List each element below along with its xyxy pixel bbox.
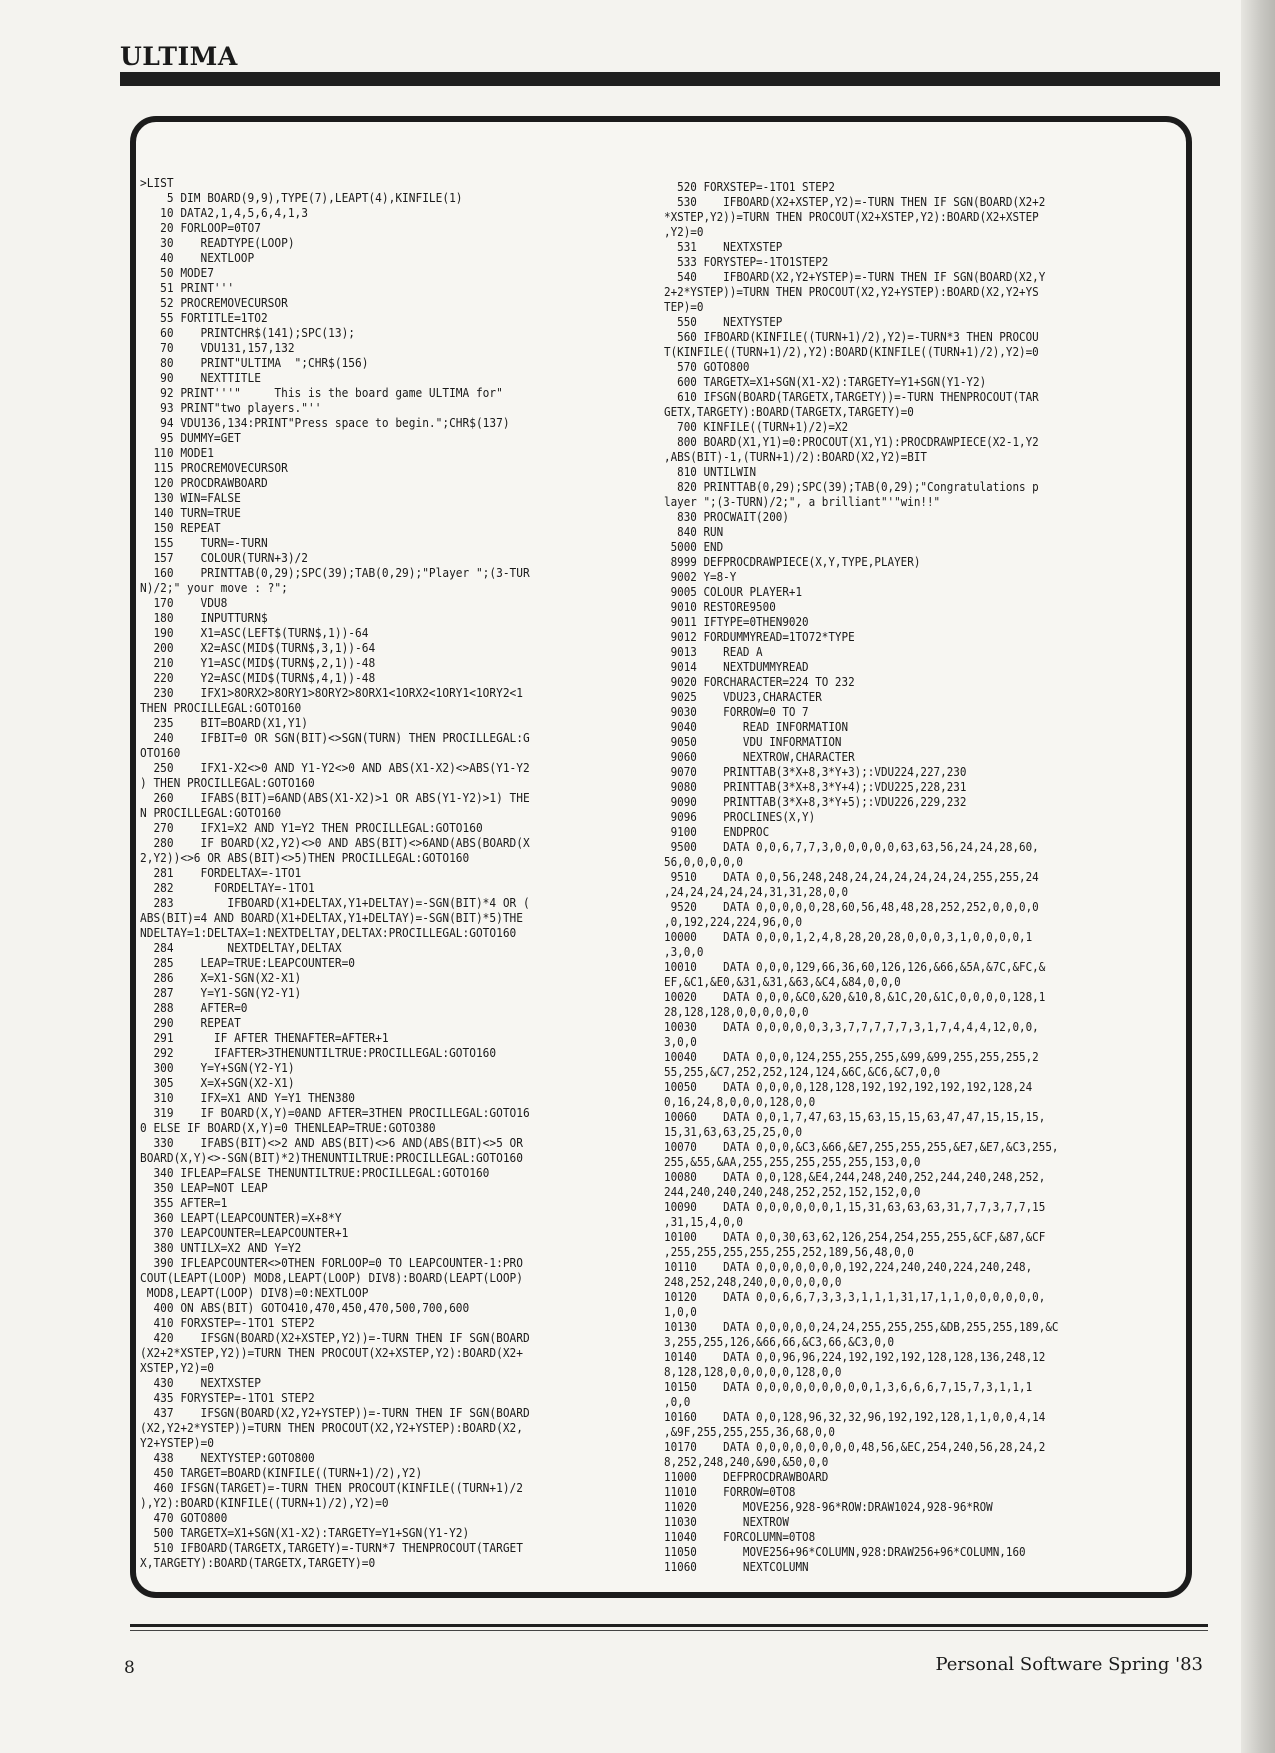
code-line: ,31,15,4,0,0 xyxy=(664,1215,743,1229)
code-line: 28,128,128,0,0,0,0,0,0 xyxy=(664,1005,809,1019)
code-line: 30 READTYPE(LOOP) xyxy=(140,236,295,250)
code-line: 830 PROCWAIT(200) xyxy=(664,510,789,524)
code-line: 9010 RESTORE9500 xyxy=(664,600,776,614)
code-line: 8,252,248,240,&90,&50,0,0 xyxy=(664,1455,829,1469)
title-rule xyxy=(120,72,1220,86)
code-line: 10140 DATA 0,0,96,96,224,192,192,192,128,128,136,248,12 xyxy=(664,1350,1046,1364)
code-line: 10040 DATA 0,0,0,124,255,255,255,&99,&99,255,255,255,2 xyxy=(664,1050,1039,1064)
code-line: N)/2;" your move : ?"; xyxy=(140,581,288,595)
code-line: 820 PRINTTAB(0,29);SPC(39);TAB(0,29);"Congratulations p xyxy=(664,480,1039,494)
code-line: 600 TARGETX=X1+SGN(X1-X2):TARGETY=Y1+SGN(Y1-Y2) xyxy=(664,375,987,389)
code-line: ,24,24,24,24,24,31,31,28,0,0 xyxy=(664,885,849,899)
code-line: 95 DUMMY=GET xyxy=(140,431,241,445)
code-line: 291 IF AFTER THENAFTER=AFTER+1 xyxy=(140,1031,389,1045)
code-line: 380 UNTILX=X2 AND Y=Y2 xyxy=(140,1241,302,1255)
code-line: 305 X=X+SGN(X2-X1) xyxy=(140,1076,295,1090)
code-line: 360 LEAPT(LEAPCOUNTER)=X+8*Y xyxy=(140,1211,342,1225)
code-line: 9520 DATA 0,0,0,0,0,28,60,56,48,48,28,252,252,0,0,0,0 xyxy=(664,900,1039,914)
footer-rule xyxy=(130,1624,1208,1627)
code-line: 10020 DATA 0,0,0,&C0,&20,&10,8,&1C,20,&1C,0,0,0,0,128,1 xyxy=(664,990,1046,1004)
code-line: 430 NEXTXSTEP xyxy=(140,1376,261,1390)
code-line: 52 PROCREMOVECURSOR xyxy=(140,296,288,310)
code-line: 15,31,63,63,25,25,0,0 xyxy=(664,1125,803,1139)
code-line: 420 IFSGN(BOARD(X2+XSTEP,Y2))=-TURN THEN IF SGN(BOARD xyxy=(140,1331,530,1345)
code-line: 450 TARGET=BOARD(KINFILE((TURN+1)/2),Y2) xyxy=(140,1466,423,1480)
code-line: 10030 DATA 0,0,0,0,0,3,3,7,7,7,7,7,3,1,7,4,4,4,12,0,0, xyxy=(664,1020,1039,1034)
code-line: 255,&55,&AA,255,255,255,255,255,153,0,0 xyxy=(664,1155,921,1169)
code-line: 120 PROCDRAWBOARD xyxy=(140,476,268,490)
code-line: 220 Y2=ASC(MID$(TURN$,4,1))-48 xyxy=(140,671,376,685)
code-line: XSTEP,Y2)=0 xyxy=(140,1361,214,1375)
code-line: THEN PROCILLEGAL:GOTO160 xyxy=(140,701,302,715)
code-line: 9005 COLOUR PLAYER+1 xyxy=(664,585,803,599)
code-line: Y2+YSTEP)=0 xyxy=(140,1436,214,1450)
code-line: 11060 NEXTCOLUMN xyxy=(664,1560,809,1574)
code-line: 115 PROCREMOVECURSOR xyxy=(140,461,288,475)
code-line: 8,128,128,0,0,0,0,0,128,0,0 xyxy=(664,1365,842,1379)
code-line: 9040 READ INFORMATION xyxy=(664,720,849,734)
code-line: 9080 PRINTTAB(3*X+8,3*Y+4);:VDU225,228,231 xyxy=(664,780,967,794)
code-line: ,0,0 xyxy=(664,1395,691,1409)
code-line: 2,Y2))<>6 OR ABS(BIT)<>5)THEN PROCILLEGAL:GOTO160 xyxy=(140,851,470,865)
code-line: 280 IF BOARD(X2,Y2)<>0 AND ABS(BIT)<>6AND(ABS(BOARD(X xyxy=(140,836,530,850)
code-line: 92 PRINT'''" This is the board game ULTIMA for" xyxy=(140,386,503,400)
code-line: 10100 DATA 0,0,30,63,62,126,254,254,255,255,&CF,&87,&CF xyxy=(664,1230,1046,1244)
code-line: 435 FORYSTEP=-1TO1 STEP2 xyxy=(140,1391,315,1405)
code-line: 250 IFX1-X2<>0 AND Y1-Y2<>0 AND ABS(X1-X2)<>ABS(Y1-Y2 xyxy=(140,761,530,775)
code-line: 80 PRINT"ULTIMA ";CHR$(156) xyxy=(140,356,369,370)
code-line: 8999 DEFPROCDRAWPIECE(X,Y,TYPE,PLAYER) xyxy=(664,555,921,569)
code-line: GETX,TARGETY):BOARD(TARGETX,TARGETY)=0 xyxy=(664,405,914,419)
code-line: 20 FORLOOP=0TO7 xyxy=(140,221,261,235)
code-line: 55,255,&C7,252,252,124,124,&6C,&C6,&C7,0,0 xyxy=(664,1065,941,1079)
code-line: 292 IFAFTER>3THENUNTILTRUE:PROCILLEGAL:GOTO160 xyxy=(140,1046,497,1060)
code-line: 840 RUN xyxy=(664,525,724,539)
code-line: 5000 END xyxy=(664,540,724,554)
code-line: 110 MODE1 xyxy=(140,446,214,460)
code-line: MOD8,LEAPT(LOOP) DIV8)=0:NEXTLOOP xyxy=(140,1286,369,1300)
code-line: 10170 DATA 0,0,0,0,0,0,0,0,48,56,&EC,254,240,56,28,24,2 xyxy=(664,1440,1046,1454)
code-line: 240 IFBIT=0 OR SGN(BIT)<>SGN(TURN) THEN PROCILLEGAL:G xyxy=(140,731,530,745)
code-line: 0 ELSE IF BOARD(X,Y)=0 THENLEAP=TRUE:GOTO380 xyxy=(140,1121,436,1135)
code-line: 9013 READ A xyxy=(664,645,763,659)
code-line: 155 TURN=-TURN xyxy=(140,536,268,550)
code-line: 2+2*YSTEP))=TURN THEN PROCOUT(X2,Y2+YSTEP):BOARD(X2,Y2+YS xyxy=(664,285,1039,299)
code-line: 180 INPUTTURN$ xyxy=(140,611,268,625)
code-line: 9025 VDU23,CHARACTER xyxy=(664,690,822,704)
code-line: 437 IFSGN(BOARD(X2,Y2+YSTEP))=-TURN THEN IF SGN(BOARD xyxy=(140,1406,530,1420)
code-line: 10070 DATA 0,0,0,&C3,&66,&E7,255,255,255,&E7,&E7,&C3,255, xyxy=(664,1140,1059,1154)
code-line: ),Y2):BOARD(KINFILE((TURN+1)/2),Y2)=0 xyxy=(140,1496,389,1510)
code-line: 550 NEXTYSTEP xyxy=(664,315,783,329)
code-line: 9011 IFTYPE=0THEN9020 xyxy=(664,615,809,629)
code-line: 55 FORTITLE=1TO2 xyxy=(140,311,268,325)
code-line: 370 LEAPCOUNTER=LEAPCOUNTER+1 xyxy=(140,1226,349,1240)
listing-left-column xyxy=(140,176,530,1571)
code-line: 9070 PRINTTAB(3*X+8,3*Y+3);:VDU224,227,230 xyxy=(664,765,967,779)
code-line: >LIST xyxy=(140,176,174,190)
code-line: 11000 DEFPROCDRAWBOARD xyxy=(664,1470,829,1484)
code-line: 9500 DATA 0,0,6,7,7,3,0,0,0,0,0,63,63,56,24,24,28,60, xyxy=(664,840,1039,854)
listing-right-column xyxy=(664,180,1058,1575)
code-line: T(KINFILE((TURN+1)/2),Y2):BOARD(KINFILE((TURN+1)/2),Y2)=0 xyxy=(664,345,1039,359)
code-line: 531 NEXTXSTEP xyxy=(664,240,783,254)
code-line: 319 IF BOARD(X,Y)=0AND AFTER=3THEN PROCILLEGAL:GOTO16 xyxy=(140,1106,530,1120)
code-line: 11020 MOVE256,928-96*ROW:DRAW1024,928-96*ROW xyxy=(664,1500,993,1514)
code-line: 9096 PROCLINES(X,Y) xyxy=(664,810,816,824)
code-line: 1,0,0 xyxy=(664,1305,697,1319)
code-line: 60 PRINTCHR$(141);SPC(13); xyxy=(140,326,356,340)
code-line: OTO160 xyxy=(140,746,181,760)
code-line: 210 Y1=ASC(MID$(TURN$,2,1))-48 xyxy=(140,656,376,670)
page-number: 8 xyxy=(124,1658,135,1678)
code-line: 390 IFLEAPCOUNTER<>0THEN FORLOOP=0 TO LEAPCOUNTER-1:PRO xyxy=(140,1256,523,1270)
code-line: BOARD(X,Y)<>-SGN(BIT)*2)THENUNTILTRUE:PROCILLEGAL:GOTO160 xyxy=(140,1151,523,1165)
code-line: 10130 DATA 0,0,0,0,0,24,24,255,255,255,&DB,255,255,189,&C xyxy=(664,1320,1059,1334)
code-line: 9050 VDU INFORMATION xyxy=(664,735,842,749)
code-line: 9020 FORCHARACTER=224 TO 232 xyxy=(664,675,855,689)
code-line: COUT(LEAPT(LOOP) MOD8,LEAPT(LOOP) DIV8):BOARD(LEAPT(LOOP) xyxy=(140,1271,523,1285)
code-line: 260 IFABS(BIT)=6AND(ABS(X1-X2)>1 OR ABS(Y1-Y2)>1) THE xyxy=(140,791,530,805)
code-line: 170 VDU8 xyxy=(140,596,228,610)
code-line: 0,16,24,8,0,0,0,128,0,0 xyxy=(664,1095,816,1109)
code-line: 10000 DATA 0,0,0,1,2,4,8,28,20,28,0,0,0,3,1,0,0,0,0,1 xyxy=(664,930,1033,944)
code-line: 438 NEXTYSTEP:GOTO800 xyxy=(140,1451,315,1465)
code-line: 500 TARGETX=X1+SGN(X1-X2):TARGETY=Y1+SGN(Y1-Y2) xyxy=(140,1526,470,1540)
code-line: 10110 DATA 0,0,0,0,0,0,0,192,224,240,240,224,240,248, xyxy=(664,1260,1033,1274)
code-line: 540 IFBOARD(X2,Y2+YSTEP)=-TURN THEN IF SGN(BOARD(X2,Y xyxy=(664,270,1046,284)
code-line: ,ABS(BIT)-1,(TURN+1)/2):BOARD(X2,Y2)=BIT xyxy=(664,450,927,464)
code-line: ,255,255,255,255,255,252,189,56,48,0,0 xyxy=(664,1245,914,1259)
code-line: 11010 FORROW=0TO8 xyxy=(664,1485,796,1499)
code-line: 130 WIN=FALSE xyxy=(140,491,241,505)
code-line: 230 IFX1>8ORX2>8ORY1>8ORY2>8ORX1<1ORX2<1ORY1<1ORY2<1 xyxy=(140,686,523,700)
code-line: ) THEN PROCILLEGAL:GOTO160 xyxy=(140,776,315,790)
code-line: 190 X1=ASC(LEFT$(TURN$,1))-64 xyxy=(140,626,369,640)
code-line: 340 IFLEAP=FALSE THENUNTILTRUE:PROCILLEGAL:GOTO160 xyxy=(140,1166,490,1180)
code-line: 70 VDU131,157,132 xyxy=(140,341,295,355)
code-line: 10080 DATA 0,0,128,&E4,244,248,240,252,244,240,248,252, xyxy=(664,1170,1046,1184)
code-line: 330 IFABS(BIT)<>2 AND ABS(BIT)<>6 AND(ABS(BIT)<>5 OR xyxy=(140,1136,523,1150)
code-line: 3,255,255,126,&66,66,&C3,66,&C3,0,0 xyxy=(664,1335,895,1349)
code-line: 11030 NEXTROW xyxy=(664,1515,789,1529)
code-line: 248,252,248,240,0,0,0,0,0,0 xyxy=(664,1275,842,1289)
code-line: 410 FORXSTEP=-1TO1 STEP2 xyxy=(140,1316,315,1330)
footer-rule-thin xyxy=(130,1630,1208,1631)
code-line: (X2,Y2+2*YSTEP))=TURN THEN PROCOUT(X2,Y2+YSTEP):BOARD(X2, xyxy=(140,1421,523,1435)
code-line: 283 IFBOARD(X1+DELTAX,Y1+DELTAY)=-SGN(BIT)*4 OR ( xyxy=(140,896,530,910)
code-line: ,3,0,0 xyxy=(664,945,704,959)
code-line: 10150 DATA 0,0,0,0,0,0,0,0,0,1,3,6,6,6,7,15,7,3,1,1,1 xyxy=(664,1380,1033,1394)
code-line: 150 REPEAT xyxy=(140,521,221,535)
code-line: ABS(BIT)=4 AND BOARD(X1+DELTAX,Y1+DELTAY)=-SGN(BIT)*5)THE xyxy=(140,911,523,925)
code-line: 56,0,0,0,0,0 xyxy=(664,855,743,869)
code-line: 160 PRINTTAB(0,29);SPC(39);TAB(0,29);"Player ";(3-TUR xyxy=(140,566,530,580)
code-line: 10 DATA2,1,4,5,6,4,1,3 xyxy=(140,206,308,220)
code-line: 281 FORDELTAX=-1TO1 xyxy=(140,866,302,880)
code-line: 355 AFTER=1 xyxy=(140,1196,228,1210)
code-line: 50 MODE7 xyxy=(140,266,214,280)
code-line: 244,240,240,240,248,252,252,152,152,0,0 xyxy=(664,1185,921,1199)
code-line: 5 DIM BOARD(9,9),TYPE(7),LEAPT(4),KINFILE(1) xyxy=(140,191,463,205)
code-line: layer ";(3-TURN)/2;", a brilliant"'"win!!" xyxy=(664,495,941,509)
code-line: 282 FORDELTAY=-1TO1 xyxy=(140,881,315,895)
code-line: X,TARGETY):BOARD(TARGETX,TARGETY)=0 xyxy=(140,1556,376,1570)
code-line: 3,0,0 xyxy=(664,1035,697,1049)
code-line: 10120 DATA 0,0,6,6,7,3,3,3,1,1,1,31,17,1,1,0,0,0,0,0,0, xyxy=(664,1290,1046,1304)
code-line: 270 IFX1=X2 AND Y1=Y2 THEN PROCILLEGAL:GOTO160 xyxy=(140,821,483,835)
code-line: 810 UNTILWIN xyxy=(664,465,757,479)
code-line: 570 GOTO800 xyxy=(664,360,750,374)
code-line: 310 IFX=X1 AND Y=Y1 THEN380 xyxy=(140,1091,356,1105)
code-line: 9060 NEXTROW,CHARACTER xyxy=(664,750,855,764)
code-line: 284 NEXTDELTAY,DELTAX xyxy=(140,941,342,955)
code-line: 9012 FORDUMMYREAD=1TO72*TYPE xyxy=(664,630,855,644)
program-listing-box xyxy=(130,116,1192,1598)
code-line: 11040 FORCOLUMN=0TO8 xyxy=(664,1530,816,1544)
code-line: 93 PRINT"two players."'' xyxy=(140,401,322,415)
code-line: N PROCILLEGAL:GOTO160 xyxy=(140,806,282,820)
code-line: 9002 Y=8-Y xyxy=(664,570,737,584)
code-line: 10010 DATA 0,0,0,129,66,36,60,126,126,&66,&5A,&7C,&FC,& xyxy=(664,960,1046,974)
code-line: ,&9F,255,255,255,36,68,0,0 xyxy=(664,1425,835,1439)
code-line: 520 FORXSTEP=-1TO1 STEP2 xyxy=(664,180,835,194)
code-line: 10160 DATA 0,0,128,96,32,32,96,192,192,128,1,1,0,0,4,14 xyxy=(664,1410,1046,1424)
code-line: 533 FORYSTEP=-1TO1STEP2 xyxy=(664,255,829,269)
code-line: 10090 DATA 0,0,0,0,0,0,1,15,31,63,63,63,31,7,7,3,7,7,15 xyxy=(664,1200,1046,1214)
page-title: ULTIMA xyxy=(120,42,238,71)
code-line: 9090 PRINTTAB(3*X+8,3*Y+5);:VDU226,229,232 xyxy=(664,795,967,809)
code-line: (X2+2*XSTEP,Y2))=TURN THEN PROCOUT(X2+XSTEP,Y2):BOARD(X2+ xyxy=(140,1346,523,1360)
code-line: 9510 DATA 0,0,56,248,248,24,24,24,24,24,24,255,255,24 xyxy=(664,870,1039,884)
code-line: 510 IFBOARD(TARGETX,TARGETY)=-TURN*7 THENPROCOUT(TARGET xyxy=(140,1541,523,1555)
code-line: EF,&C1,&E0,&31,&31,&63,&C4,&84,0,0,0 xyxy=(664,975,901,989)
code-line: 94 VDU136,134:PRINT"Press space to begin.";CHR$(137) xyxy=(140,416,510,430)
code-line: ,0,192,224,224,96,0,0 xyxy=(664,915,803,929)
code-line: 560 IFBOARD(KINFILE((TURN+1)/2),Y2)=-TURN*3 THEN PROCOU xyxy=(664,330,1039,344)
code-line: 40 NEXTLOOP xyxy=(140,251,255,265)
code-line: 300 Y=Y+SGN(Y2-Y1) xyxy=(140,1061,295,1075)
code-line: TEP)=0 xyxy=(664,300,704,314)
code-line: 287 Y=Y1-SGN(Y2-Y1) xyxy=(140,986,302,1000)
code-line: 9014 NEXTDUMMYREAD xyxy=(664,660,809,674)
code-line: NDELTAY=1:DELTAX=1:NEXTDELTAY,DELTAX:PROCILLEGAL:GOTO160 xyxy=(140,926,517,940)
code-line: 9100 ENDPROC xyxy=(664,825,770,839)
code-line: 235 BIT=BOARD(X1,Y1) xyxy=(140,716,308,730)
code-line: 9030 FORROW=0 TO 7 xyxy=(664,705,809,719)
code-line: 460 IFSGN(TARGET)=-TURN THEN PROCOUT(KINFILE((TURN+1)/2 xyxy=(140,1481,523,1495)
code-line: 700 KINFILE((TURN+1)/2)=X2 xyxy=(664,420,849,434)
code-line: 350 LEAP=NOT LEAP xyxy=(140,1181,268,1195)
code-line: 530 IFBOARD(X2+XSTEP,Y2)=-TURN THEN IF SGN(BOARD(X2+2 xyxy=(664,195,1046,209)
code-line: 157 COLOUR(TURN+3)/2 xyxy=(140,551,308,565)
code-line: 470 GOTO800 xyxy=(140,1511,228,1525)
code-line: 200 X2=ASC(MID$(TURN$,3,1))-64 xyxy=(140,641,376,655)
code-line: 400 ON ABS(BIT) GOTO410,470,450,470,500,700,600 xyxy=(140,1301,470,1315)
code-line: 285 LEAP=TRUE:LEAPCOUNTER=0 xyxy=(140,956,356,970)
code-line: 288 AFTER=0 xyxy=(140,1001,248,1015)
code-line: 90 NEXTTITLE xyxy=(140,371,261,385)
code-line: 51 PRINT''' xyxy=(140,281,235,295)
code-line: 140 TURN=TRUE xyxy=(140,506,241,520)
code-line: 10060 DATA 0,0,1,7,47,63,15,63,15,15,63,47,47,15,15,15, xyxy=(664,1110,1046,1124)
code-line: 610 IFSGN(BOARD(TARGETX,TARGETY))=-TURN THENPROCOUT(TAR xyxy=(664,390,1039,404)
code-line: 286 X=X1-SGN(X2-X1) xyxy=(140,971,302,985)
code-line: 10050 DATA 0,0,0,0,128,128,192,192,192,192,192,128,24 xyxy=(664,1080,1033,1094)
code-line: 290 REPEAT xyxy=(140,1016,241,1030)
code-line: 11050 MOVE256+96*COLUMN,928:DRAW256+96*COLUMN,160 xyxy=(664,1545,1026,1559)
page-edge-shadow xyxy=(1241,0,1275,1753)
code-line: ,Y2)=0 xyxy=(664,225,704,239)
code-line: *XSTEP,Y2))=TURN THEN PROCOUT(X2+XSTEP,Y2):BOARD(X2+XSTEP xyxy=(664,210,1039,224)
code-line: 800 BOARD(X1,Y1)=0:PROCOUT(X1,Y1):PROCDRAWPIECE(X2-1,Y2 xyxy=(664,435,1039,449)
magazine-name: Personal Software Spring '83 xyxy=(935,1654,1203,1675)
